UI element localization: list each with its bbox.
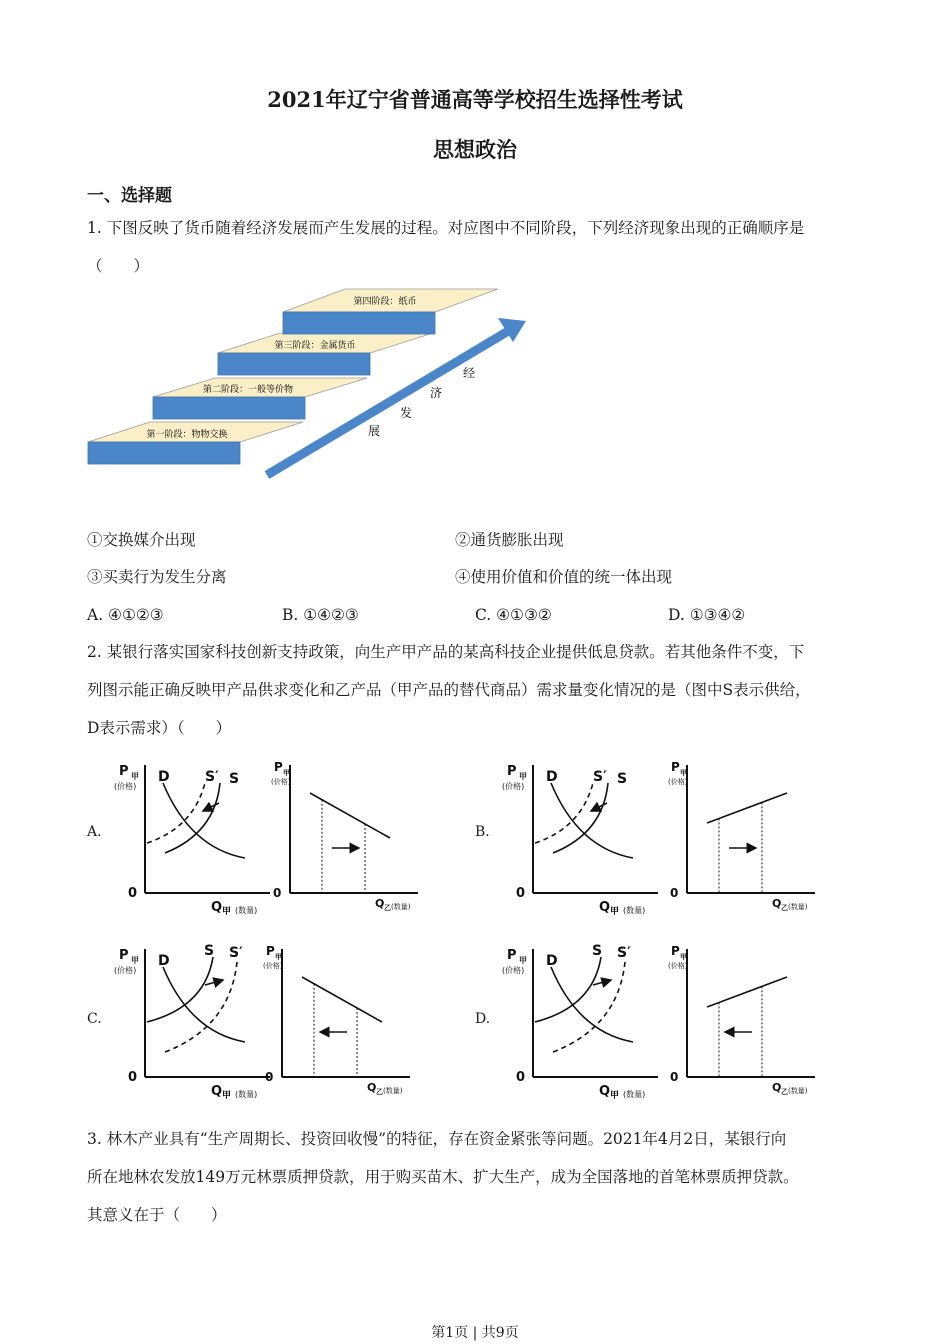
- graph-c-left-qty-label: (数量): [235, 1090, 258, 1099]
- graph-d-left-supply-curve: [535, 957, 601, 1022]
- graph-a-left-q-sub: 甲: [222, 907, 232, 917]
- graph-c-left-supply-prime-curve: [165, 962, 237, 1052]
- supply-demand-graphs: [0, 745, 950, 1115]
- stair-label-2: 第二阶段：一般等价物: [202, 385, 294, 395]
- graph-b-right-qty-label: (数量): [788, 903, 808, 911]
- page-footer: 第1页 | 共9页: [431, 1325, 519, 1341]
- stair-front-3: [218, 353, 370, 375]
- graph-d-left-s-label: S: [592, 943, 603, 959]
- q1-item-4: ④使用价值和价值的统一体出现: [455, 568, 673, 586]
- q3-line3: 其意义在于（ ）: [87, 1206, 227, 1224]
- arrow-char-2: 济: [430, 386, 443, 400]
- graph-a-left-p-label: P: [119, 764, 129, 779]
- graph-a-left-qty-label: (数量): [235, 906, 258, 915]
- graph-b-left-p-label: P: [507, 764, 517, 779]
- graph-c-left-price-label: (价格): [114, 966, 137, 975]
- q3-line2: 所在地林农发放149万元林票质押贷款，用于购买苗木、扩大生产，成为全国落地的首笔林票质押贷款。: [87, 1168, 799, 1186]
- graph-a-left-origin: 0: [128, 886, 138, 901]
- graph-c-left-shift-arrow: [205, 980, 223, 985]
- graph-b-left-q-sub: 甲: [610, 907, 620, 917]
- graph-c-right-p-label: P: [266, 944, 275, 958]
- q1-stem: [87, 209, 867, 285]
- graph-a-left-s-label: S: [229, 771, 240, 787]
- stair-front-1: [88, 442, 240, 464]
- graph-c-left-supply-curve: [147, 957, 213, 1022]
- graph-c-left-d-label: D: [158, 953, 170, 969]
- graph-d-left-p-label: P: [507, 948, 517, 963]
- graph-a-right-price-label: (价格): [271, 778, 291, 786]
- graph-c-right-q-label: Q: [367, 1081, 377, 1094]
- q2-option-a-label[interactable]: A.: [87, 824, 102, 840]
- arrow-char-1: 经: [463, 366, 476, 380]
- graph-a-right-qty-label: (数量): [391, 903, 411, 911]
- graph-b-left-s-label: S: [617, 771, 628, 787]
- graph-d-right-q-sub: 乙: [781, 1088, 788, 1096]
- stair-label-4: 第四阶段：纸币: [353, 297, 417, 307]
- q1-option-a[interactable]: A. ④①②③: [87, 606, 164, 624]
- arrow-char-3: 发: [400, 406, 413, 420]
- graph-a-left-p-sub: 甲: [131, 772, 139, 781]
- graph-a-left-d-label: D: [158, 769, 170, 785]
- graph-c-right-p-sub: 甲: [275, 953, 282, 961]
- q3-line1: 3. 林木产业具有“生产周期长、投资回收慢”的特征，存在资金紧张等问题。2021年4月2日，某银行向: [87, 1130, 787, 1148]
- graph-d-left-qty-label: (数量): [623, 1090, 646, 1099]
- graph-a-right-q-sub: 乙: [384, 904, 391, 912]
- graph-d-left-supply-prime-curve: [553, 962, 625, 1052]
- graph-b-left-qty-label: (数量): [623, 906, 646, 915]
- graph-c-left-demand-curve: [163, 967, 245, 1042]
- graph-b-right-q-label: Q: [772, 897, 782, 910]
- graph-b-left-p-sub: 甲: [519, 772, 527, 781]
- q2-stem-line3: D表示需求）（ ）: [87, 719, 232, 737]
- q1-item-3: ③买卖行为发生分离: [87, 568, 227, 586]
- graph-d-right-qty-label: (数量): [788, 1087, 808, 1095]
- stair-label-1: 第一阶段：物物交换: [146, 430, 228, 440]
- graph-c-left-p-sub: 甲: [131, 956, 139, 965]
- graph-c-right-price-label: (价格): [263, 962, 283, 970]
- graph-d-right-price-label: (价格): [668, 962, 688, 970]
- graph-c-left-p-label: P: [119, 948, 129, 963]
- exam-title: 2021年辽宁省普通高等学校招生选择性考试: [267, 87, 683, 112]
- graph-a-left-supply-curve: [165, 783, 220, 853]
- graph-a-left-price-label: (价格): [114, 782, 137, 791]
- graph-a-left-demand-curve: [163, 783, 245, 858]
- graph-d-left-demand-curve: [551, 967, 633, 1042]
- graph-b-left-d-label: D: [546, 769, 558, 785]
- q2-stem: [87, 633, 867, 747]
- graph-d-right-p-label: P: [671, 944, 680, 958]
- q1-option-d[interactable]: D. ①③④②: [668, 606, 746, 624]
- graph-d-right-origin: 0: [670, 1070, 679, 1084]
- q2-stem-line2: 列图示能正确反映甲产品供求变化和乙产品（甲产品的替代商品）需求量变化情况的是（图中S表示供给，: [87, 681, 811, 699]
- graph-d-right-p-sub: 甲: [680, 953, 687, 961]
- graph-a-left-q-label: Q: [211, 900, 223, 915]
- q2-stem-line1: 2. 某银行落实国家科技创新支持政策，向生产甲产品的某高科技企业提供低息贷款。若其他条件不变，下: [87, 643, 805, 661]
- graph-d-left-p-sub: 甲: [519, 956, 527, 965]
- graph-d-left-s-prime-label: S′: [617, 945, 631, 961]
- graph-c-left-s-prime-label: S′: [229, 945, 243, 961]
- graph-b-left-origin: 0: [516, 886, 526, 901]
- graph-group: [114, 760, 815, 1101]
- stair-label-3: 第三阶段：金属货币: [274, 341, 356, 351]
- graph-a-right-p-label: P: [274, 760, 283, 774]
- currency-stairs-figure: [85, 285, 535, 485]
- q2-option-d-label[interactable]: D.: [475, 1011, 491, 1027]
- graph-a-right-origin: 0: [273, 886, 282, 900]
- graph-a-left-s-prime-label: S′: [205, 769, 219, 785]
- graph-b-right-p-label: P: [671, 760, 680, 774]
- graph-d-left-d-label: D: [546, 953, 558, 969]
- q1-item-2: ②通货膨胀出现: [455, 531, 564, 549]
- graph-b-left-demand-curve: [551, 783, 633, 858]
- graph-b-right-p-sub: 甲: [680, 769, 687, 777]
- q1-option-b[interactable]: B. ①④②③: [282, 606, 359, 624]
- q1-stem-line1: 1. 下图反映了货币随着经济发展而产生发展的过程。对应图中不同阶段，下列经济现象出现的正确顺序是: [87, 219, 805, 237]
- graph-b-left-q-label: Q: [599, 900, 611, 915]
- arrow-char-4: 展: [368, 424, 381, 438]
- graph-d-left-q-label: Q: [599, 1084, 611, 1099]
- q1-item-1: ①交换媒介出现: [87, 531, 196, 549]
- graph-b-right-price-label: (价格): [668, 778, 688, 786]
- graph-b-left-price-label: (价格): [502, 782, 525, 791]
- graph-c-left-s-label: S: [204, 943, 215, 959]
- q1-stem-line2: （ ）: [87, 257, 150, 275]
- section-heading: 一、选择题: [87, 186, 172, 206]
- graph-c-right-q-sub: 乙: [376, 1088, 383, 1096]
- subject-title: 思想政治: [433, 137, 517, 162]
- graph-c-left-q-sub: 甲: [222, 1091, 232, 1101]
- graph-b-right-origin: 0: [670, 886, 679, 900]
- graph-d-left-shift-arrow: [593, 980, 611, 985]
- stair-front-2: [153, 397, 305, 419]
- q1-option-c[interactable]: C. ④①③②: [475, 606, 552, 624]
- graph-d-left-price-label: (价格): [502, 966, 525, 975]
- graph-b-left-shift-arrow: [591, 803, 607, 811]
- q3-stem: [87, 1120, 867, 1234]
- graph-b-left-supply-curve: [553, 783, 608, 853]
- graph-c-right-qty-label: (数量): [383, 1087, 403, 1095]
- graph-b-left-s-prime-label: S′: [593, 769, 607, 785]
- graph-a-right-p-sub: 甲: [283, 769, 290, 777]
- q2-option-c-label[interactable]: C.: [87, 1011, 102, 1027]
- stair-front-4: [283, 312, 435, 334]
- graph-b-right-q-sub: 乙: [781, 904, 788, 912]
- graph-c-left-q-label: Q: [211, 1084, 223, 1099]
- graph-d-right-q-label: Q: [772, 1081, 782, 1094]
- graph-a-left-shift-arrow: [203, 803, 219, 811]
- graph-d-left-origin: 0: [516, 1070, 526, 1085]
- graph-a-right-q-label: Q: [375, 897, 385, 910]
- q2-option-b-label[interactable]: B.: [475, 824, 490, 840]
- graph-c-right-origin: 0: [265, 1070, 274, 1084]
- graph-c-left-origin: 0: [128, 1070, 138, 1085]
- graph-d-left-q-sub: 甲: [610, 1091, 620, 1101]
